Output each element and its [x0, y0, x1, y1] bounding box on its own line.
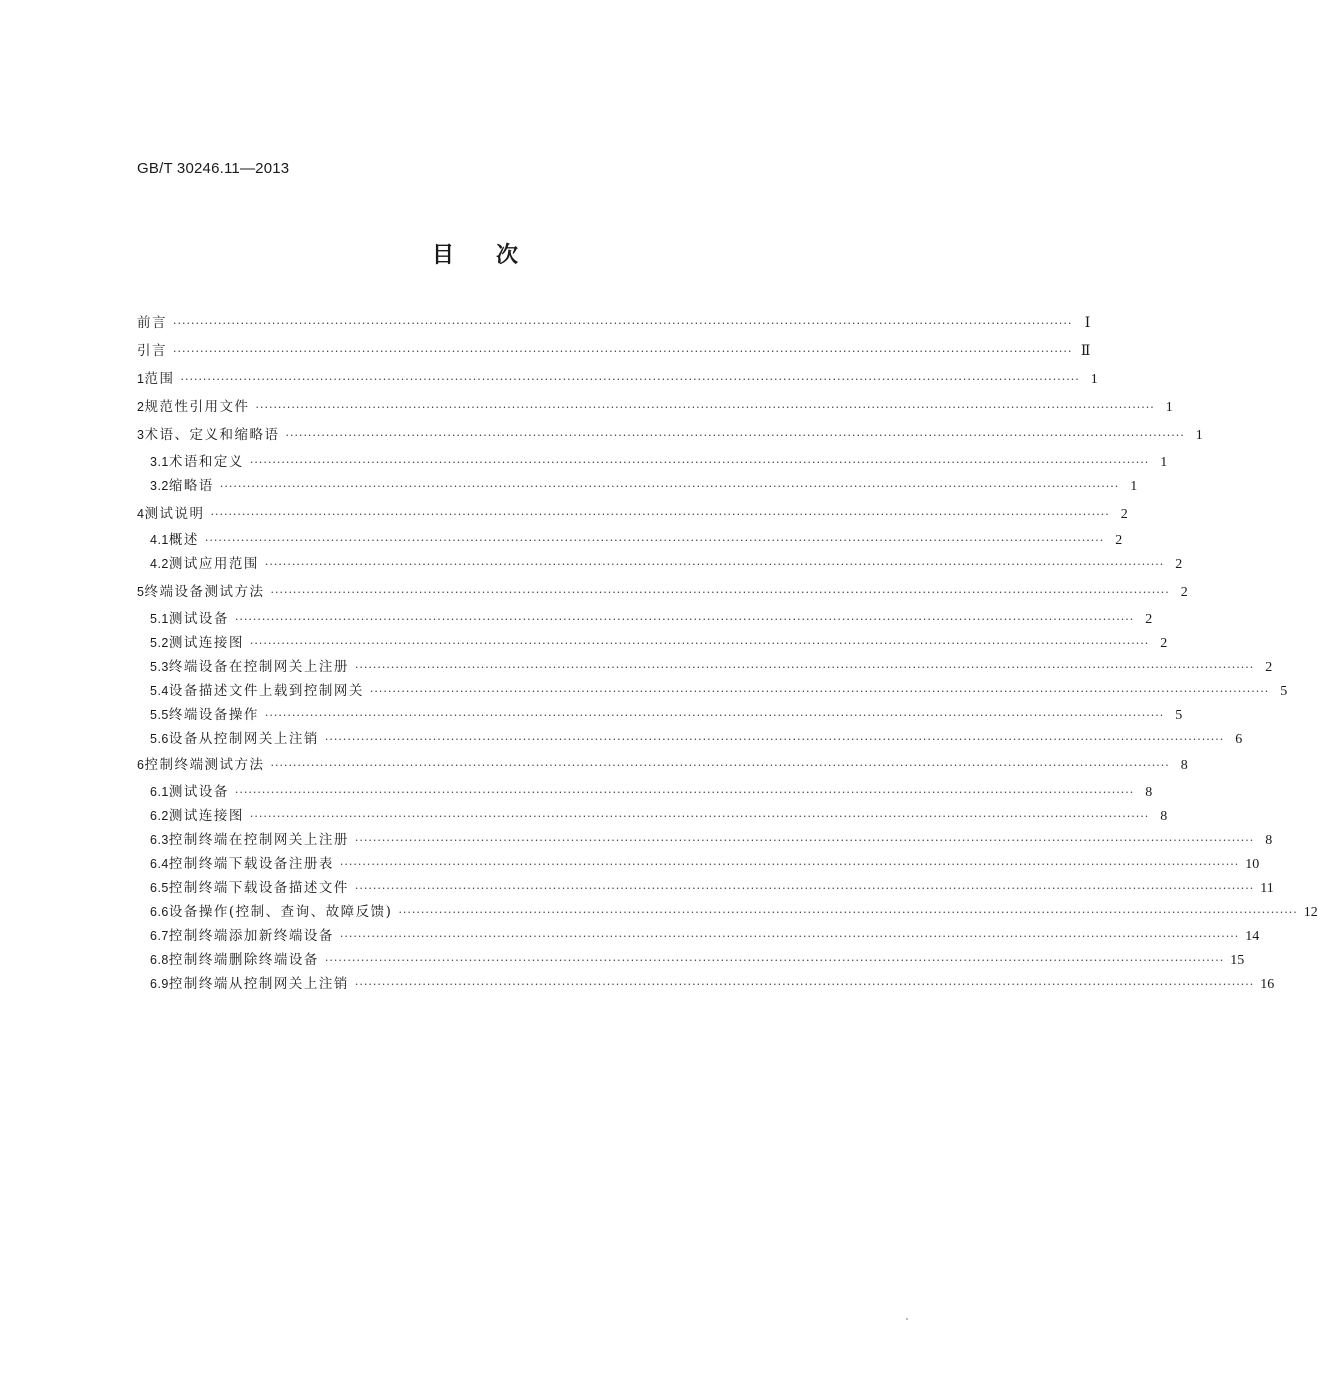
toc-entry-number: 3.1: [150, 455, 169, 469]
toc-leader-dots: ········································································································································································································: [264, 709, 1165, 722]
toc-entry[interactable]: [150, 829, 1273, 851]
toc-entry-number: 4.2: [150, 557, 169, 571]
toc-entry-page: 6: [1235, 732, 1243, 747]
toc-leader-dots: ········································································································································································································: [324, 954, 1225, 967]
scan-speck: [906, 1318, 908, 1320]
toc-entry[interactable]: [150, 529, 1123, 551]
toc-entry-number: 5.6: [150, 732, 169, 746]
toc-entry-label: 测试连接图: [168, 635, 244, 651]
toc-entry-label: 缩略语: [168, 478, 214, 494]
document-id: GB/T 30246.11—2013: [137, 160, 290, 177]
title-char-2: 次: [496, 243, 519, 268]
toc-entry-number: 6.4: [150, 857, 169, 871]
toc-leader-dots: ········································································································································································································: [210, 508, 1110, 521]
toc-leader-dots: ········································································································································································································: [354, 978, 1255, 991]
toc-entry-number: 6: [137, 758, 145, 772]
toc-entry-number: 5.4: [150, 684, 169, 698]
toc-entry[interactable]: [137, 368, 1098, 390]
toc-entry-number: 5.3: [150, 660, 169, 674]
toc-entry-number: 5: [137, 585, 145, 599]
toc-entry[interactable]: [150, 805, 1168, 827]
toc-entry-page: 1: [1090, 372, 1098, 387]
toc-entry-label: 控制终端添加新终端设备: [168, 928, 334, 944]
toc-entry[interactable]: [150, 608, 1153, 630]
toc-leader-dots: ········································································································································································································: [173, 317, 1073, 330]
toc-entry[interactable]: [137, 396, 1173, 418]
toc-entry-page: 2: [1145, 612, 1153, 627]
toc-entry-page: 2: [1115, 533, 1123, 548]
toc-leader-dots: ········································································································································································································: [339, 858, 1240, 871]
toc-leader-dots: ········································································································································································································: [234, 786, 1135, 799]
toc-entry[interactable]: [150, 901, 1318, 923]
toc-entry[interactable]: [150, 475, 1138, 497]
toc-entry-label: 引言: [137, 343, 167, 359]
toc-entry-page: 2: [1120, 507, 1128, 522]
toc-entry-label: 测试连接图: [168, 808, 244, 824]
toc-entry[interactable]: [137, 312, 1091, 334]
toc-entry-number: 6.9: [150, 977, 169, 991]
toc-entry-page: 10: [1245, 857, 1260, 872]
toc-entry-page: 2: [1160, 636, 1168, 651]
toc-entry-number: 6.1: [150, 785, 169, 799]
toc-leader-dots: ········································································································································································································: [354, 661, 1255, 674]
toc-entry-number: 6.3: [150, 833, 169, 847]
toc-leader-dots: ········································································································································································································: [339, 930, 1240, 943]
toc-entry-label: 测试应用范围: [168, 556, 259, 572]
toc-entry[interactable]: [137, 340, 1091, 362]
toc-entry[interactable]: [150, 925, 1260, 947]
toc-entry[interactable]: [137, 424, 1203, 446]
toc-entry-label: 终端设备在控制网关上注册: [168, 659, 349, 675]
toc-entry-number: 4: [137, 507, 145, 521]
toc-entry-label: 范围: [144, 371, 175, 387]
toc-entry[interactable]: [150, 451, 1168, 473]
toc-entry[interactable]: [150, 728, 1243, 750]
toc-leader-dots: ········································································································································································································: [249, 810, 1150, 823]
toc-entry-page: 2: [1175, 557, 1183, 572]
toc-entry-label: 概述: [168, 532, 199, 548]
toc-entry-number: 5.2: [150, 636, 169, 650]
toc-entry-label: 前言: [137, 315, 167, 331]
toc-entry-page: 8: [1145, 785, 1153, 800]
toc-entry[interactable]: [150, 680, 1288, 702]
toc-entry-label: 测试说明: [144, 506, 205, 522]
toc-entry[interactable]: [137, 503, 1128, 525]
toc-entry-label: 终端设备操作: [168, 707, 259, 723]
toc-entry[interactable]: [150, 704, 1183, 726]
toc-entry-number: 5.1: [150, 612, 169, 626]
title-char-1: 目: [431, 243, 454, 268]
toc-leader-dots: ········································································································································································································: [204, 534, 1105, 547]
toc-entry-number: 2: [137, 400, 145, 414]
toc-entry[interactable]: [150, 553, 1183, 575]
toc-entry-label: 测试设备: [168, 784, 229, 800]
toc-leader-dots: ········································································································································································································: [369, 685, 1270, 698]
toc-entry[interactable]: [137, 581, 1188, 603]
toc-entry-label: 规范性引用文件: [144, 399, 250, 415]
toc-entry-label: 术语、定义和缩略语: [144, 427, 280, 443]
toc-entry-number: 6.5: [150, 881, 169, 895]
toc-entry-number: 3: [137, 428, 145, 442]
toc-entry-label: 控制终端从控制网关上注销: [168, 976, 349, 992]
toc-entry[interactable]: [150, 656, 1273, 678]
toc-entry-label: 控制终端在控制网关上注册: [168, 832, 349, 848]
toc-leader-dots: ········································································································································································································: [270, 759, 1170, 772]
toc-entry[interactable]: [150, 853, 1260, 875]
toc-entry-number: 6.2: [150, 809, 169, 823]
toc-leader-dots: ········································································································································································································: [180, 373, 1080, 386]
toc-leader-dots: ········································································································································································································: [249, 637, 1150, 650]
toc-entry-label: 控制终端下载设备描述文件: [168, 880, 349, 896]
toc-leader-dots: ········································································································································································································: [324, 733, 1225, 746]
toc-entry-number: 6.7: [150, 929, 169, 943]
toc-entry-label: 术语和定义: [168, 454, 244, 470]
toc-entry-label: 终端设备测试方法: [144, 584, 265, 600]
toc-leader-dots: ········································································································································································································: [234, 613, 1135, 626]
toc-entry-page: 1: [1195, 428, 1203, 443]
toc-leader-dots: ········································································································································································································: [219, 480, 1120, 493]
toc-entry-number: 1: [137, 372, 145, 386]
toc-entry-page: 1: [1160, 455, 1168, 470]
toc-entry-label: 测试设备: [168, 611, 229, 627]
toc-leader-dots: ········································································································································································································: [398, 906, 1298, 919]
toc-leader-dots: ········································································································································································································: [173, 345, 1073, 358]
toc-entry-page: Ⅰ: [1084, 316, 1091, 331]
toc-entry-page: 11: [1260, 881, 1274, 896]
toc-entry-label: 控制终端下载设备注册表: [168, 856, 334, 872]
toc-entry-number: 4.1: [150, 533, 169, 547]
toc-entry-label: 设备操作(控制、查询、故障反馈): [168, 904, 393, 920]
toc-entry-number: 3.2: [150, 479, 169, 493]
toc-entry[interactable]: [150, 973, 1275, 995]
toc-leader-dots: ········································································································································································································: [354, 882, 1255, 895]
toc-entry-label: 控制终端测试方法: [144, 757, 265, 773]
toc-leader-dots: ········································································································································································································: [264, 558, 1165, 571]
toc-leader-dots: ········································································································································································································: [270, 586, 1170, 599]
toc-entry-page: 8: [1180, 758, 1188, 773]
toc-entry-page: 16: [1260, 977, 1275, 992]
toc-entry-label: 设备描述文件上载到控制网关: [168, 683, 364, 699]
toc-entry-page: 2: [1180, 585, 1188, 600]
toc-entry-page: 1: [1165, 400, 1173, 415]
toc-entry-number: 6.8: [150, 953, 169, 967]
toc-leader-dots: ········································································································································································································: [249, 456, 1150, 469]
toc-entry-page: 8: [1265, 833, 1273, 848]
toc-entry-page: 5: [1175, 708, 1183, 723]
toc-entry[interactable]: [150, 949, 1245, 971]
toc-entry[interactable]: [150, 781, 1153, 803]
toc-entry-page: 8: [1160, 809, 1168, 824]
toc-entry-page: Ⅱ: [1080, 344, 1091, 359]
toc-entry-page: 14: [1245, 929, 1260, 944]
toc-entry-number: 5.5: [150, 708, 169, 722]
toc-entry-page: 15: [1230, 953, 1245, 968]
toc-entry-page: 1: [1130, 479, 1138, 494]
toc-leader-dots: ········································································································································································································: [285, 429, 1185, 442]
toc-entry-number: 6.6: [150, 905, 169, 919]
toc-entry-page: 2: [1265, 660, 1273, 675]
toc-entry-page: 12: [1303, 905, 1318, 920]
toc-entry-label: 控制终端删除终端设备: [168, 952, 319, 968]
toc-leader-dots: ········································································································································································································: [255, 401, 1155, 414]
toc-entry[interactable]: [150, 877, 1274, 899]
toc-entry-label: 设备从控制网关上注销: [168, 731, 319, 747]
toc-entry[interactable]: [137, 754, 1188, 776]
toc-leader-dots: ········································································································································································································: [354, 834, 1255, 847]
toc-entry-page: 5: [1280, 684, 1288, 699]
toc-entry[interactable]: [150, 632, 1168, 654]
